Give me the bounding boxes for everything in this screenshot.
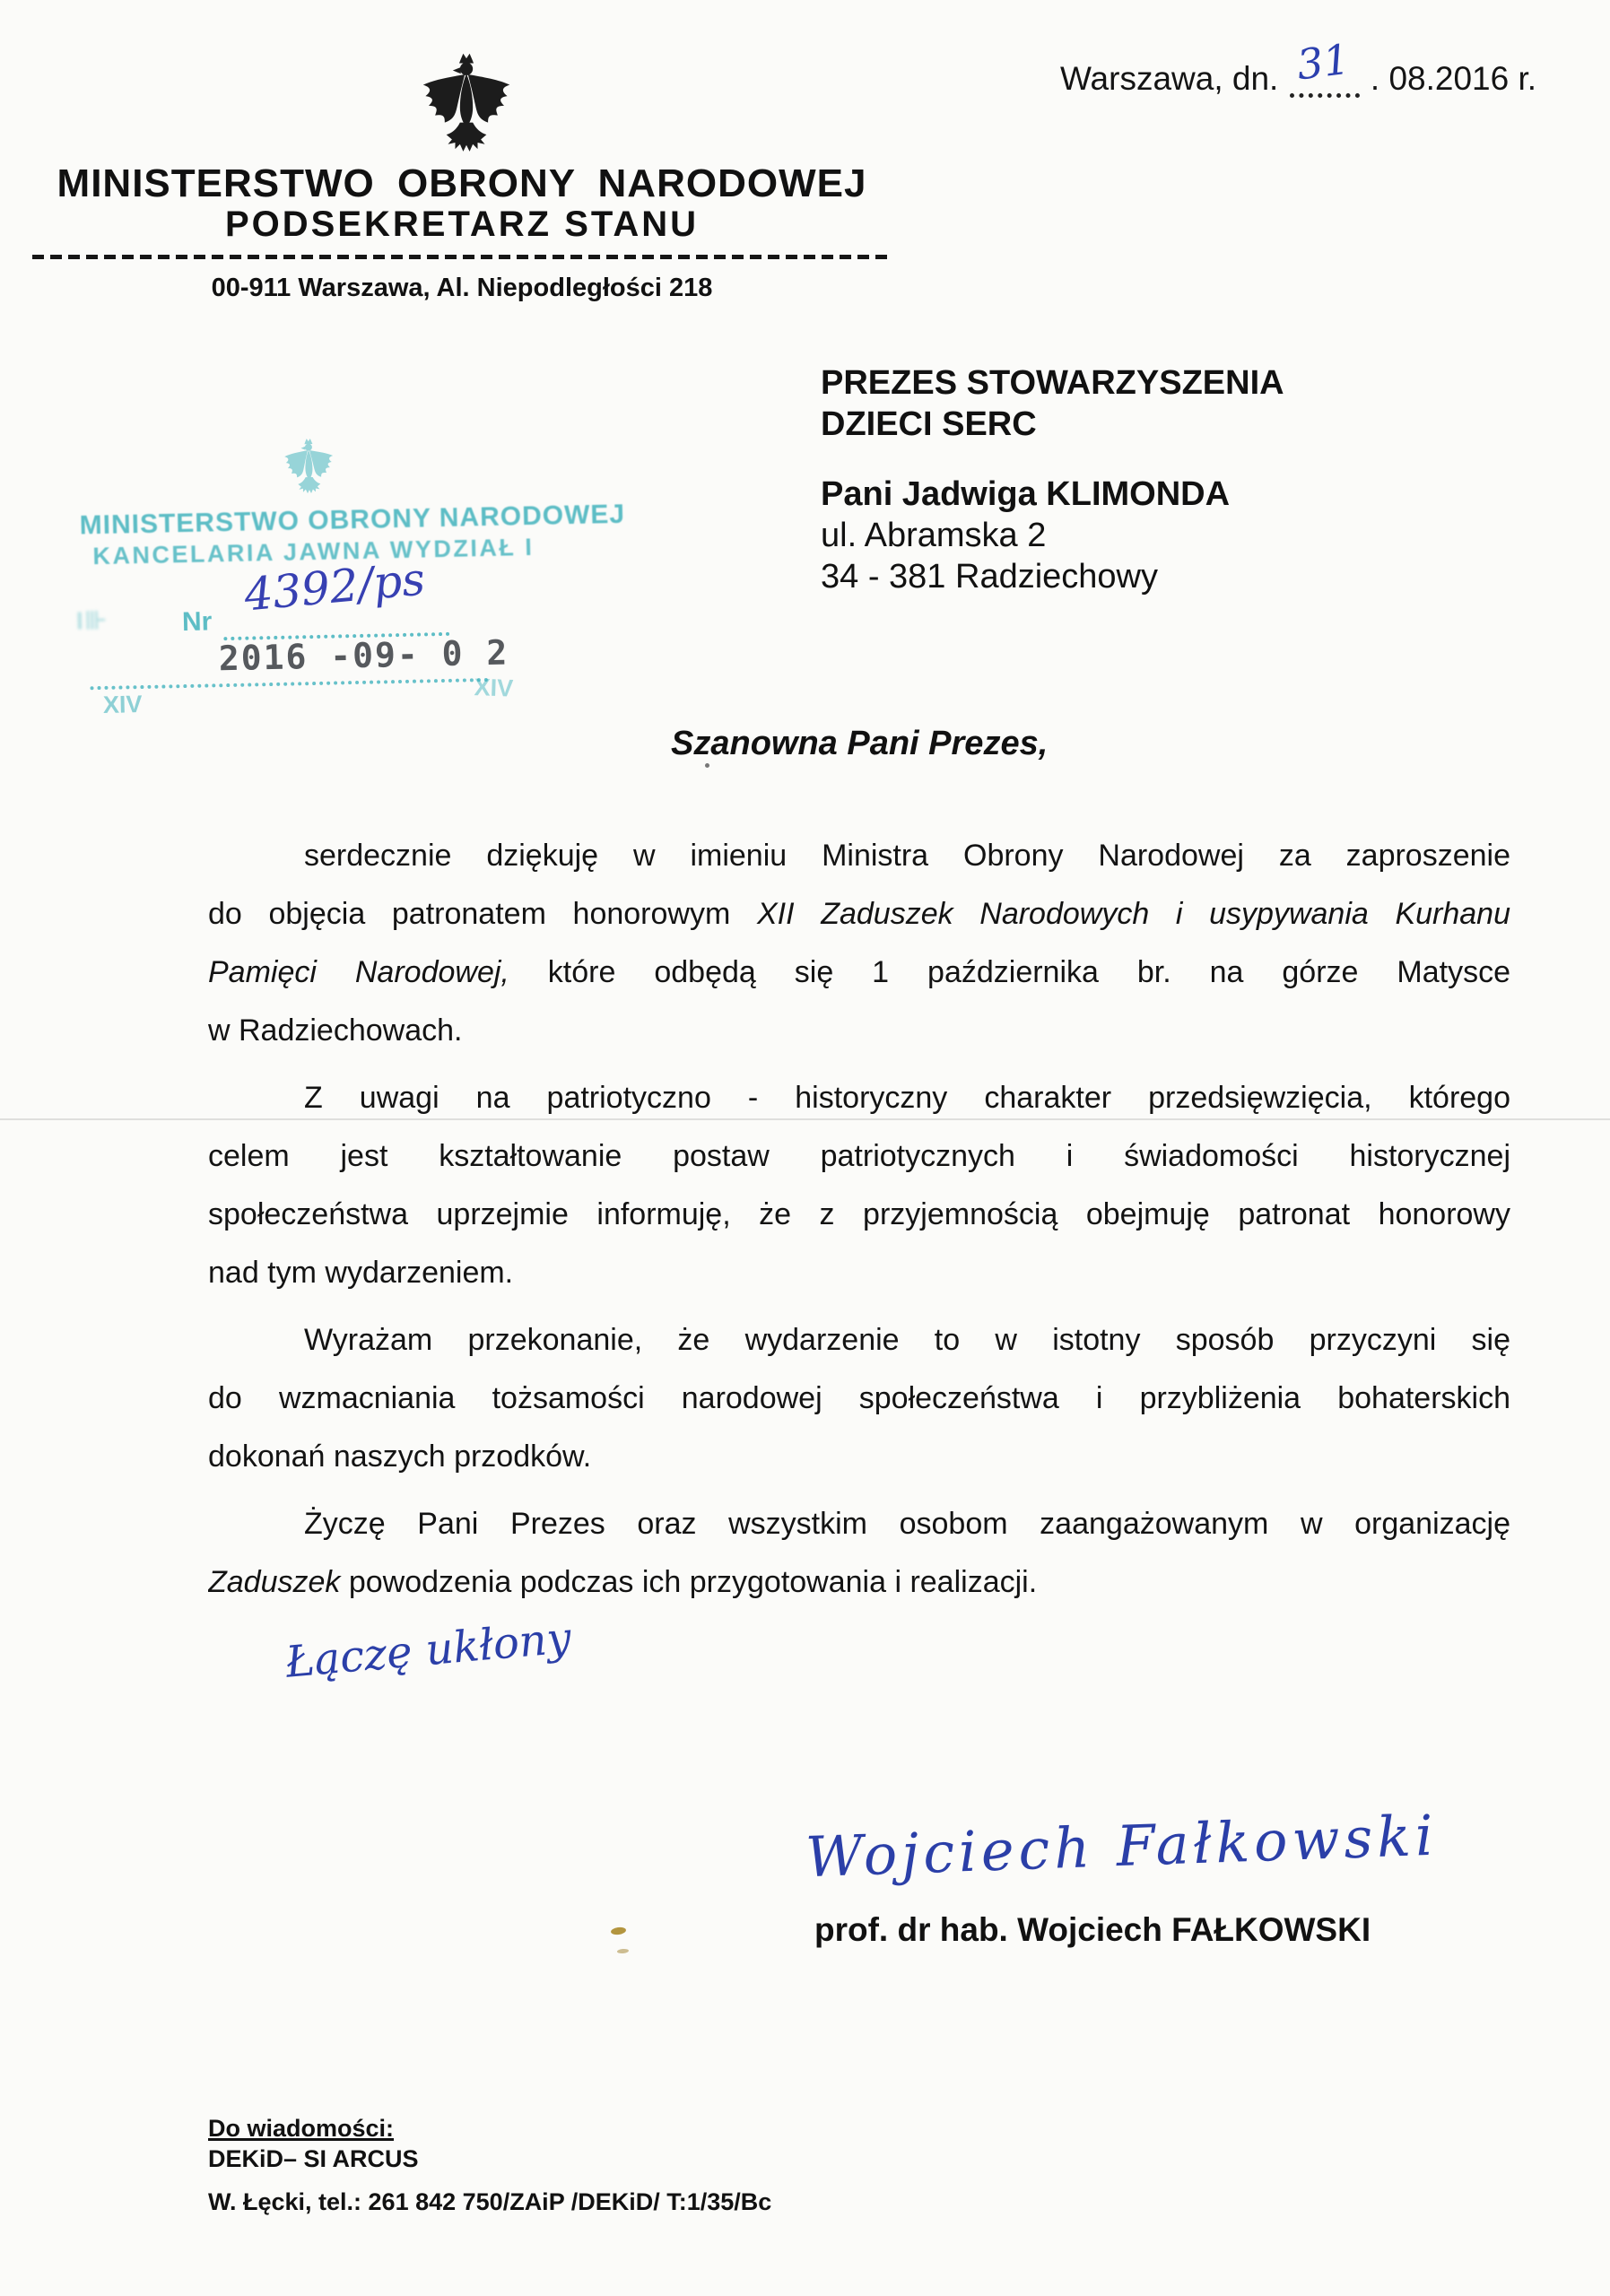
paragraph	[208, 1069, 1510, 1302]
recipient-block	[821, 362, 1284, 597]
scan-speck	[611, 1926, 627, 1935]
body-text: Z uwagi na patriotyczno - historyczny charakter przedsięwzięcia, którego	[304, 1081, 1510, 1115]
body-text: do objęcia patronatem honorowym	[208, 897, 757, 931]
ministry-address: 00-911 Warszawa, Al. Niepodległości 218	[211, 274, 713, 302]
office-title: PODSEKRETARZ STANU	[224, 204, 700, 244]
recipient-name: Pani Jadwiga KLIMONDA	[821, 475, 1231, 513]
recipient-org-line1: PREZES STOWARZYSZENIA	[821, 364, 1284, 402]
handwritten-signature: Wojciech Fałkowski	[804, 1802, 1439, 1891]
body-text: społeczeństwa uprzejmie informuję, że z przyjemnością obejmuję patronat honorowy	[208, 1197, 1510, 1231]
signer-printed-name: prof. dr hab. Wojciech FAŁKOWSKI	[814, 1911, 1371, 1948]
body-line	[208, 1553, 1510, 1612]
body-line	[208, 1186, 1510, 1244]
body-text: serdecznie dziękuję w imieniu Ministra Obrony Narodowej za zaproszenie	[304, 839, 1510, 873]
registry-stamp	[75, 426, 626, 732]
paragraph	[208, 1311, 1510, 1486]
recipient-city: 34 - 381 Radziechowy	[821, 558, 1158, 596]
fold-line-artifact	[0, 1118, 1610, 1120]
paragraph	[208, 1495, 1510, 1612]
body-text: Wyrażam przekonanie, że wydarzenie to w istotny sposób przyczyni się	[304, 1323, 1510, 1357]
body-line	[208, 1370, 1510, 1428]
stamp-ministry-line: MINISTERSTWO OBRONY NARODOWEJ	[79, 499, 626, 541]
body-line	[208, 1428, 1510, 1486]
dashed-divider	[32, 255, 888, 259]
handwritten-note: Łączę ukłony	[283, 1613, 573, 1688]
body-text: w Radziechowach.	[208, 1013, 463, 1048]
scan-dot	[705, 763, 709, 768]
body-line	[208, 1495, 1510, 1553]
paragraph	[208, 827, 1510, 1060]
recipient-street: ul. Abramska 2	[821, 517, 1047, 554]
stamp-bottom-dotted-line	[90, 653, 489, 690]
body-text: Życzę Pani Prezes oraz wszystkim osobom zaangażowanym w organizację	[304, 1507, 1510, 1541]
stamp-date-received: 2016 -09- 0 2	[218, 632, 509, 679]
footer-block	[208, 2113, 771, 2217]
spacer	[821, 445, 1284, 474]
salutation: Szanowna Pani Prezes,	[671, 725, 1049, 762]
body-text-italic: Zaduszek	[208, 1565, 341, 1599]
stamp-right-mark: XIV	[474, 674, 514, 702]
body-text: nad tym wydarzeniem.	[208, 1256, 514, 1290]
body-text: które odbędą się 1 października br. na górze Matysce	[509, 955, 1510, 989]
body-line	[208, 1002, 1510, 1060]
body-text: powodzenia podczas ich przygotowania i realizacji.	[340, 1565, 1038, 1599]
body-line	[208, 944, 1510, 1002]
ministry-title: MINISTERSTWO OBRONY NARODOWEJ	[57, 161, 867, 205]
body-line	[208, 1127, 1510, 1186]
date-line	[1060, 34, 1537, 98]
recipient-org-line2: DZIECI SERC	[821, 405, 1037, 443]
stamp-chancellery-line: KANCELARIA JAWNA WYDZIAŁ I	[92, 533, 535, 570]
stamp-smudge: I⊪	[75, 605, 109, 635]
body-paragraphs	[208, 827, 1510, 1621]
body-text: celem jest kształtowanie postaw patriotycznych i świadomości historycznej	[208, 1139, 1510, 1173]
stamp-eagle-icon	[279, 437, 339, 497]
date-suffix: . 08.2016 r.	[1370, 60, 1537, 97]
stamp-left-mark: XIV	[102, 691, 143, 718]
body-line	[208, 1244, 1510, 1302]
eagle-emblem-icon	[418, 52, 515, 158]
body-text: dokonań naszych przodków.	[208, 1439, 592, 1474]
body-line	[208, 885, 1510, 944]
body-line	[208, 827, 1510, 885]
contact-line: W. Łęcki, tel.: 261 842 750/ZAiP /DEKiD/ T:1/35/Bc	[208, 2188, 772, 2215]
stamp-nr-label: Nr	[181, 606, 213, 638]
cc-label: Do wiadomości:	[208, 2115, 395, 2142]
cc-value: DEKiD– SI ARCUS	[208, 2145, 419, 2172]
date-dotted-blank	[1290, 34, 1360, 98]
body-text: do wzmacniania tożsamości narodowej społeczeństwa i przybliżenia bohaterskich	[208, 1381, 1510, 1415]
body-line	[208, 1311, 1510, 1370]
handwritten-day: 31	[1293, 34, 1353, 90]
date-prefix: Warszawa, dn.	[1060, 60, 1279, 97]
body-text-italic: XII Zaduszek Narodowych i usypywania Kurhanu	[756, 897, 1510, 931]
scan-speck	[617, 1948, 629, 1953]
body-text-italic: Pamięci Narodowej,	[208, 955, 509, 989]
stamp-handwritten-number: 4392/ps	[241, 552, 428, 622]
